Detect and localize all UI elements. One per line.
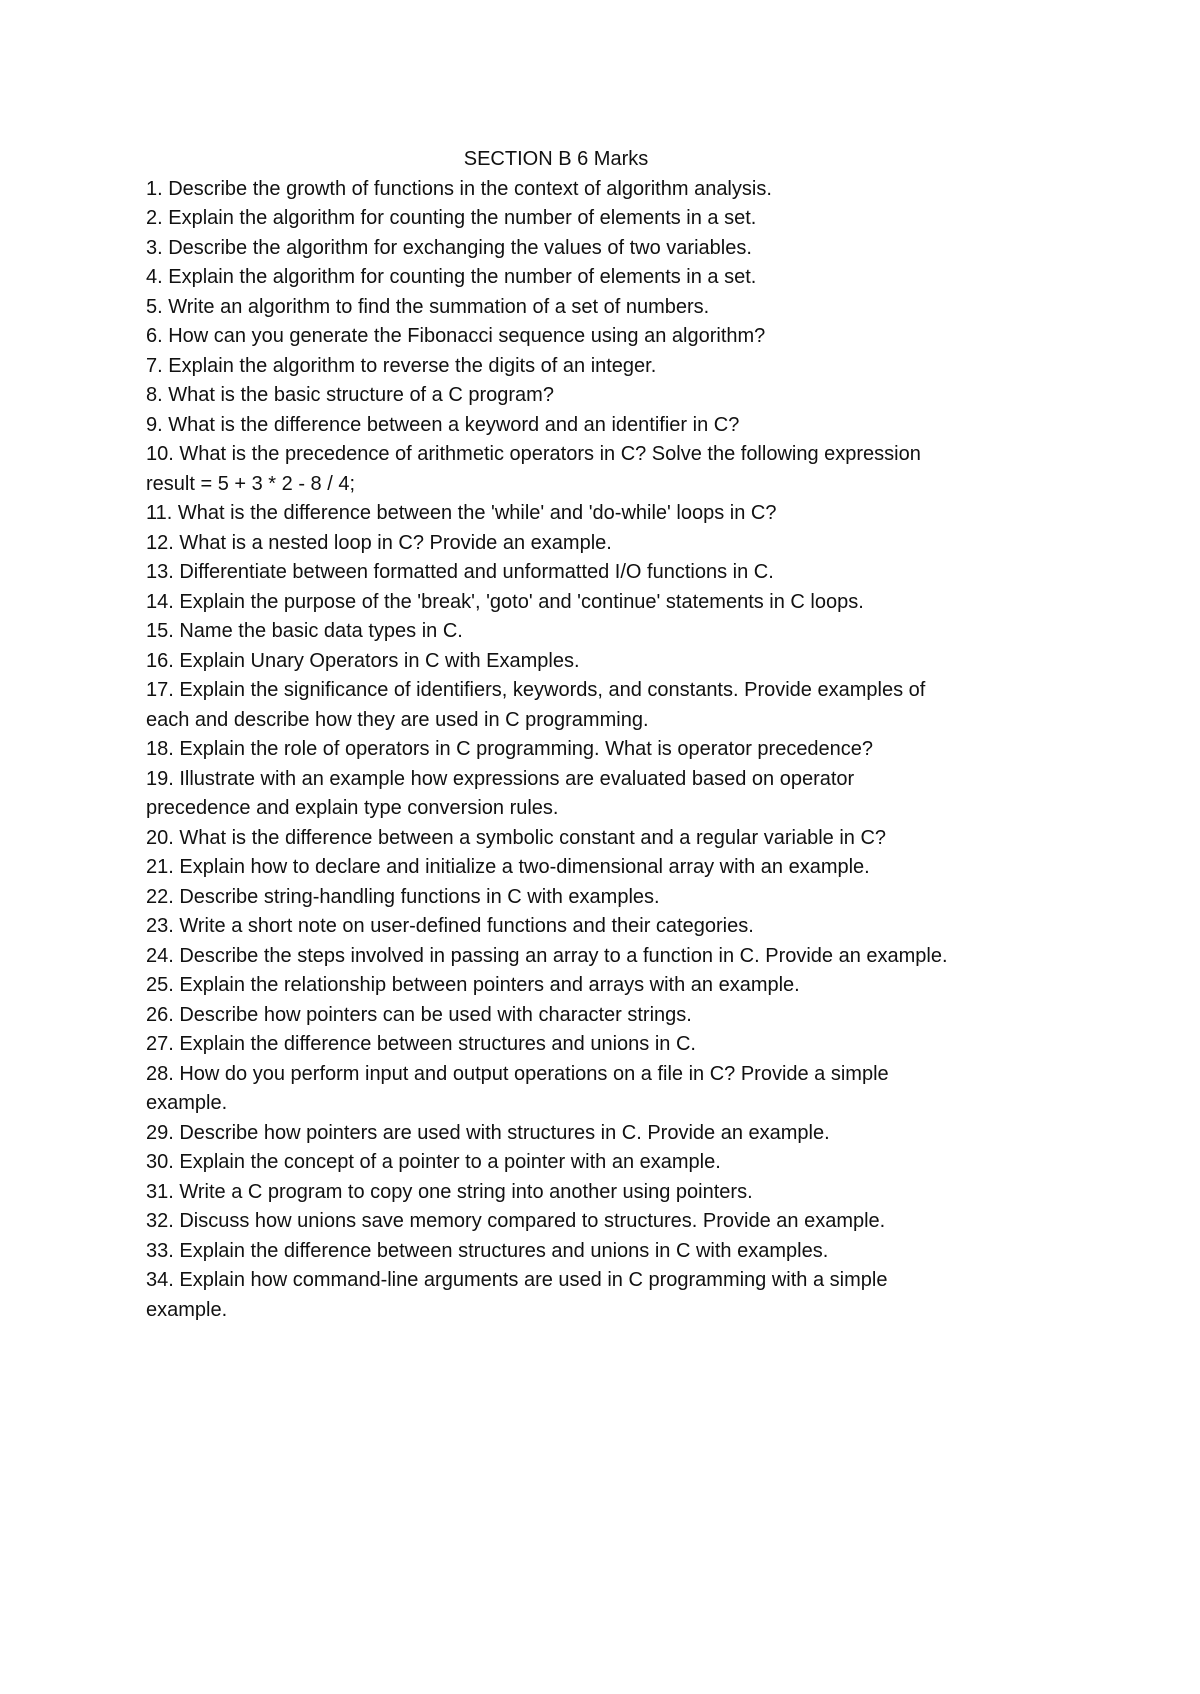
question-text-line: 26. Describe how pointers can be used with character strings. [146, 1003, 692, 1026]
question-item [146, 971, 1046, 1001]
question-text-line: precedence and explain type conversion rules. [146, 797, 559, 819]
question-item [146, 411, 1046, 441]
question-item [146, 234, 1046, 264]
question-text-line: 8. What is the basic structure of a C program? [146, 384, 554, 406]
question-text-line: 7. Explain the algorithm to reverse the digits of an integer. [146, 354, 657, 377]
question-text-line: 16. Explain Unary Operators in C with Examples. [146, 649, 580, 672]
question-item [146, 1119, 1046, 1149]
question-text-line: 15. Name the basic data types in C. [146, 620, 463, 642]
question-text-line: 12. What is a nested loop in C? Provide an example. [146, 531, 612, 554]
question-item [146, 588, 1046, 618]
question-text-line: 4. Explain the algorithm for counting the number of elements in a set. [146, 266, 757, 288]
question-item [146, 1237, 1046, 1267]
question-item [146, 558, 1046, 588]
question-item [146, 824, 1046, 854]
question-text-line: 27. Explain the difference between structures and unions in C. [146, 1033, 696, 1055]
question-text-line: 32. Discuss how unions save memory compared to structures. Provide an example. [146, 1210, 886, 1232]
question-item [146, 617, 1046, 647]
question-text-line: each and describe how they are used in C programming. [146, 708, 649, 731]
question-text-line: 30. Explain the concept of a pointer to a pointer with an example. [146, 1151, 721, 1173]
question-text-line: 31. Write a C program to copy one string into another using pointers. [146, 1180, 753, 1203]
question-text-line: 10. What is the precedence of arithmetic operators in C? Solve the following expression [146, 443, 921, 465]
question-text-line: 14. Explain the purpose of the 'break', 'goto' and 'continue' statements in C loops. [146, 590, 864, 613]
section-title: SECTION B 6 Marks [463, 148, 649, 170]
question-item [146, 293, 1046, 323]
document-content [146, 145, 1046, 1325]
question-item [146, 1060, 1046, 1119]
question-item [146, 647, 1046, 677]
question-item [146, 1178, 1046, 1208]
question-item [146, 1207, 1046, 1237]
question-text-line: 23. Write a short note on user-defined functions and their categories. [146, 915, 754, 937]
question-item [146, 912, 1046, 942]
question-item [146, 1148, 1046, 1178]
question-item [146, 529, 1046, 559]
question-list [146, 175, 1046, 1326]
question-item [146, 1030, 1046, 1060]
question-item [146, 883, 1046, 913]
question-item [146, 942, 1046, 972]
question-text-line: 33. Explain the difference between structures and unions in C with examples. [146, 1239, 829, 1262]
question-text-line: 3. Describe the algorithm for exchanging the values of two variables. [146, 236, 752, 259]
question-text-line: example. [146, 1298, 228, 1321]
question-text-line: example. [146, 1092, 228, 1114]
question-item [146, 440, 1046, 499]
question-text-line: 2. Explain the algorithm for counting the number of elements in a set. [146, 207, 757, 229]
question-item [146, 175, 1046, 205]
question-text-line: 17. Explain the significance of identifiers, keywords, and constants. Provide examples of [146, 679, 926, 701]
question-text-line: 21. Explain how to declare and initialize a two-dimensional array with an example. [146, 856, 870, 878]
question-item [146, 204, 1046, 234]
question-item [146, 263, 1046, 293]
question-text-line: 19. Illustrate with an example how expressions are evaluated based on operator [146, 767, 855, 790]
question-text-line: 18. Explain the role of operators in C programming. What is operator precedence? [146, 738, 874, 760]
question-text-line: 11. What is the difference between the 'while' and 'do-while' loops in C? [146, 502, 777, 524]
question-item [146, 499, 1046, 529]
question-text-line: 6. How can you generate the Fibonacci sequence using an algorithm? [146, 325, 766, 347]
question-text-line: 5. Write an algorithm to find the summation of a set of numbers. [146, 295, 710, 318]
question-item [146, 853, 1046, 883]
question-item [146, 765, 1046, 824]
question-item [146, 1266, 1046, 1325]
question-text-line: 13. Differentiate between formatted and unformatted I/O functions in C. [146, 561, 774, 583]
question-item [146, 352, 1046, 382]
question-item [146, 1001, 1046, 1031]
question-text-line: result = 5 + 3 * 2 - 8 / 4; [146, 472, 356, 495]
question-text-line: 25. Explain the relationship between pointers and arrays with an example. [146, 974, 800, 996]
question-text-line: 1. Describe the growth of functions in the context of algorithm analysis. [146, 177, 772, 200]
question-text-line: 34. Explain how command-line arguments are used in C programming with a simple [146, 1269, 888, 1291]
question-text-line: 28. How do you perform input and output operations on a file in C? Provide a simple [146, 1062, 889, 1085]
question-item [146, 322, 1046, 352]
question-text-line: 29. Describe how pointers are used with structures in C. Provide an example. [146, 1121, 830, 1144]
question-text-line: 9. What is the difference between a keyword and an identifier in C? [146, 413, 740, 436]
question-text-line: 24. Describe the steps involved in passing an array to a function in C. Provide an example. [146, 944, 948, 967]
question-item [146, 676, 1046, 735]
question-text-line: 22. Describe string-handling functions in C with examples. [146, 885, 660, 908]
question-item [146, 735, 1046, 765]
question-item [146, 381, 1046, 411]
question-text-line: 20. What is the difference between a symbolic constant and a regular variable in C? [146, 826, 887, 849]
